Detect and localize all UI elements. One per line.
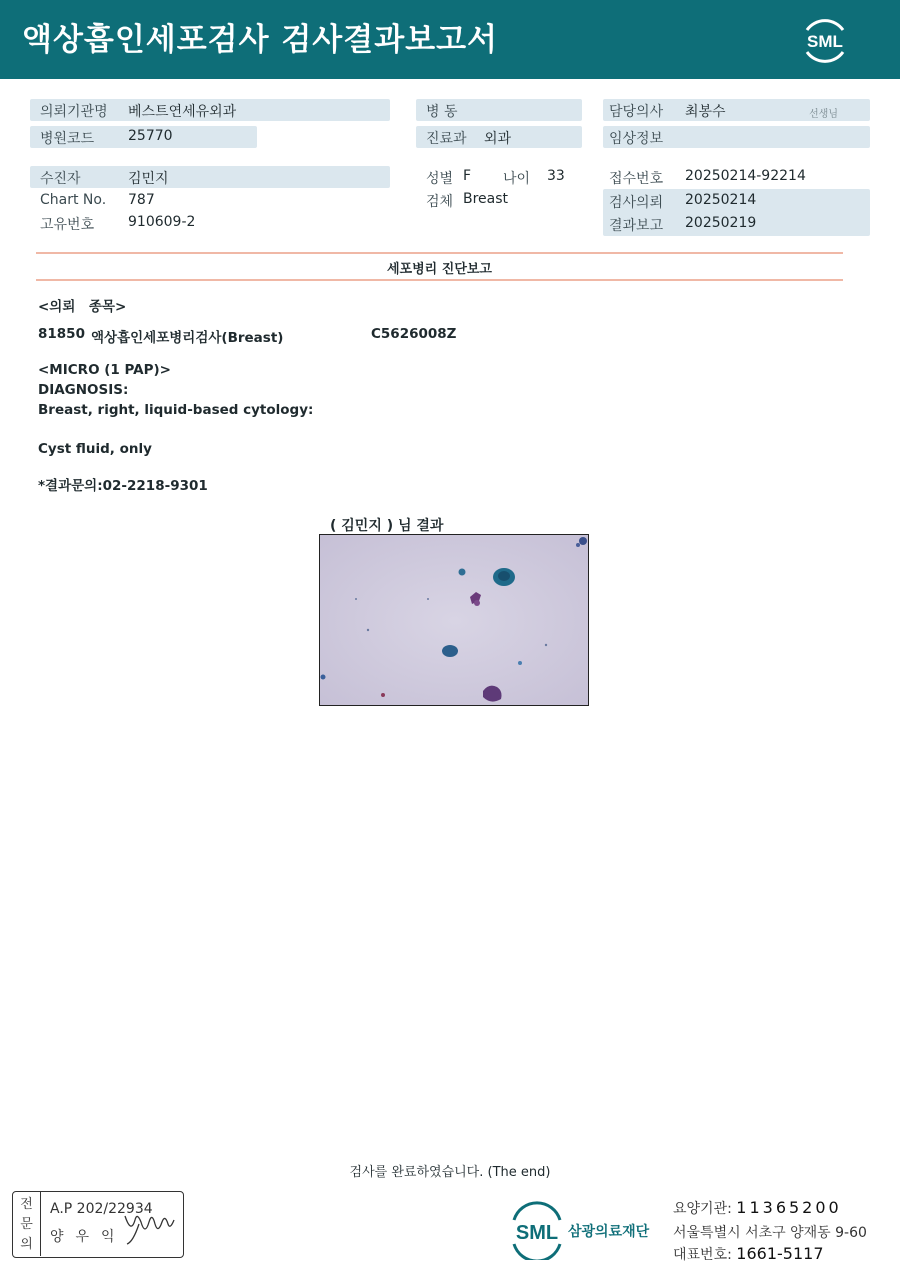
- footer-logo-text: SML: [515, 1222, 559, 1244]
- department-value: 외과: [484, 131, 512, 147]
- footer-code-value: 11365200: [736, 1198, 842, 1217]
- age-value: 33: [547, 168, 565, 184]
- specimen-label: 검체: [426, 194, 454, 210]
- sml-logo-icon: [797, 12, 853, 68]
- pathologist-stamp: [12, 1191, 184, 1258]
- sex-age-field: [416, 166, 596, 188]
- footer-address: 서울특별시 서초구 양재동 9-60: [673, 1225, 867, 1241]
- order-name: 액상흡인세포병리검사(Breast): [91, 330, 284, 346]
- clinical-label: 임상정보: [609, 131, 664, 147]
- footer-org-name: 삼광의료재단: [568, 1224, 650, 1240]
- signature-icon: [121, 1206, 183, 1246]
- patient-value: 김민지: [128, 171, 169, 187]
- chart-value: 787: [128, 192, 155, 208]
- diagnosis-result: Cyst fluid, only: [38, 441, 152, 457]
- receipt-field: [603, 166, 870, 188]
- contact-info: *결과문의:02-2218-9301: [38, 478, 208, 494]
- id-value: 910609-2: [128, 214, 196, 230]
- patient-label: 수진자: [40, 171, 81, 187]
- end-text: 검사를 완료하였습니다. (The end): [349, 1165, 551, 1180]
- sex-label: 성별: [426, 171, 454, 187]
- specimen-value: Breast: [463, 191, 509, 207]
- report-title: 액상흡인세포검사 검사결과보고서: [22, 22, 498, 58]
- footer-phone-value: 1661-5117: [736, 1244, 824, 1263]
- doctor-suffix: 선생님: [809, 109, 838, 120]
- age-label: 나이: [503, 171, 531, 187]
- receipt-label: 접수번호: [609, 171, 664, 187]
- id-field: [30, 212, 390, 234]
- diagnosis-site: Breast, right, liquid-based cytology:: [38, 402, 314, 418]
- department-label: 진료과: [426, 131, 467, 147]
- hospital-code-label: 병원코드: [40, 131, 95, 147]
- stamp-char-3: 의: [20, 1237, 33, 1252]
- institution-value: 베스트연세유외과: [128, 104, 237, 120]
- stamp-ap-number: A.P 202/22934: [50, 1201, 153, 1217]
- diagnosis-label: DIAGNOSIS:: [38, 382, 129, 398]
- stamp-char-2: 문: [20, 1217, 33, 1232]
- cytology-slide-graphic: [320, 535, 589, 706]
- micro-heading: <MICRO (1 PAP)>: [38, 362, 171, 378]
- image-caption: ( 김민지 ) 님 결과: [330, 518, 444, 534]
- patient-field: [30, 166, 390, 188]
- hospital-code-field: [30, 126, 257, 148]
- section-title: 세포병리 진단보고: [387, 262, 492, 277]
- sml-footer-logo-icon: [510, 1200, 660, 1260]
- department-field: [416, 126, 582, 148]
- footer-phone: [673, 1244, 824, 1264]
- order-code: 81850: [38, 326, 85, 342]
- section-rule-bottom: [36, 279, 843, 281]
- clinical-field: [603, 126, 870, 148]
- report-date-label: 결과보고: [609, 218, 664, 234]
- id-label: 고유번호: [40, 217, 95, 233]
- dates-field: [603, 189, 870, 236]
- doctor-label: 담당의사: [609, 104, 664, 120]
- stamp-char-1: 전: [20, 1197, 33, 1212]
- footer-code-label: 요양기관:: [673, 1201, 732, 1217]
- header-logo-text: SML: [807, 32, 843, 51]
- hospital-code-value: 25770: [128, 128, 173, 144]
- footer-phone-label: 대표번호:: [673, 1247, 732, 1263]
- sex-value: F: [463, 168, 472, 184]
- cytology-image: [319, 534, 589, 706]
- order-id: C5626008Z: [371, 326, 457, 342]
- institution-field: [30, 99, 390, 121]
- section-rule-top: [36, 252, 843, 254]
- ward-field: [416, 99, 582, 121]
- request-value: 20250214: [685, 192, 757, 208]
- ward-label: 병 동: [426, 104, 458, 120]
- footer-code: [673, 1198, 842, 1218]
- institution-label: 의뢰기관명: [40, 104, 108, 120]
- request-label: 검사의뢰: [609, 195, 664, 211]
- chart-field: [30, 190, 390, 212]
- order-heading: <의뢰 종목>: [38, 299, 127, 315]
- stamp-doctor-name: 양우익: [50, 1229, 127, 1245]
- doctor-value: 최봉수: [685, 104, 726, 120]
- specimen-field: [416, 189, 596, 211]
- chart-label: Chart No.: [40, 192, 107, 208]
- report-header: [0, 0, 900, 79]
- receipt-value: 20250214-92214: [685, 168, 806, 184]
- stamp-side-label: [13, 1192, 41, 1256]
- doctor-field: [603, 99, 870, 121]
- report-date-value: 20250219: [685, 215, 757, 231]
